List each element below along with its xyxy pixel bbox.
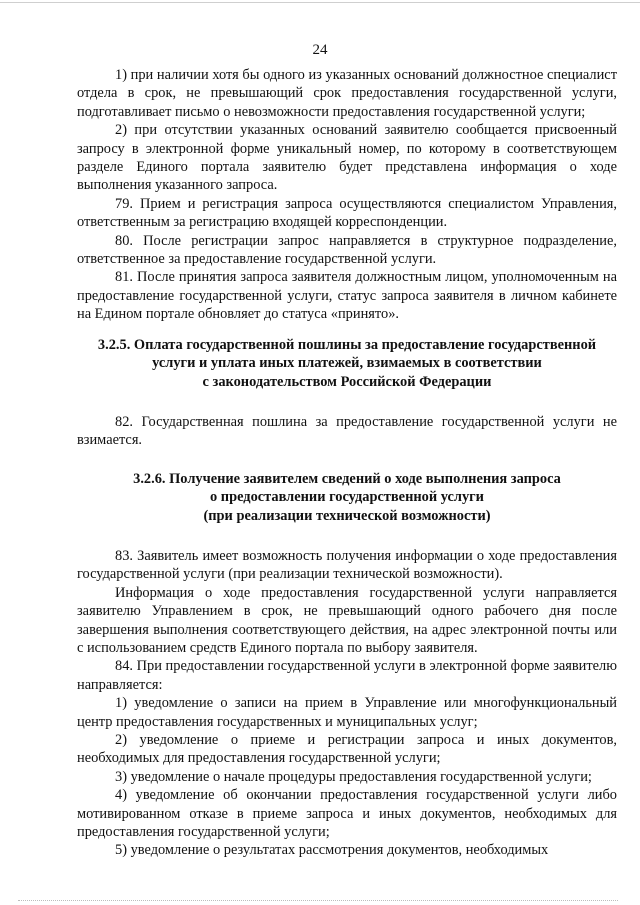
bottom-scan-edge (18, 900, 618, 902)
heading-line: 3.2.5. Оплата государственной пошлины за предоставление государственной (97, 336, 597, 353)
paragraph-84-item-4: 4) уведомление об окончании предоставления государственной услуги либо мотивированном отказе в приеме запроса и иных документов, необходимых для предоставления государственной услуги; (77, 787, 617, 841)
heading-line: о предоставлении государственной услуги (210, 489, 484, 506)
paragraph-info: Информация о ходе предоставления государственной услуги направляется заявителю Управлением в срок, не превышающий одного рабочего дня после завершения выполнения соответствующего действия, на адрес электронной почты или с использованием средств Единого портала по выбору заявителя. (77, 584, 617, 656)
paragraph-83: 83. Заявитель имеет возможность получения информации о ходе предоставления государственной услуги (при реализации технической возможности). (77, 547, 617, 583)
section-heading-3-2-6 (77, 470, 617, 525)
paragraph-84-item-1: 1) уведомление о записи на прием в Управление или многофункциональный центр предоставления государственных и муниципальных услуг; (77, 695, 617, 730)
section-heading-3-2-5 (77, 336, 617, 391)
paragraph-item-1: 1) при наличии хотя бы одного из указанных оснований должностное специалист отдела в срок, не превышающий срок предоставления государственной услуги, подготавливает письмо о невозможности предоставления государственной услуги; (77, 67, 617, 120)
paragraph-84: 84. При предоставлении государственной услуги в электронной форме заявителю направляется: (77, 658, 617, 693)
paragraph-item-2: 2) при отсутствии указанных оснований заявителю сообщается присвоенный запросу в электронной форме уникальный номер, по которому в соответствующем разделе Единого портала заявителю будет представлена информация о ходе выполнения указанного запроса. (77, 122, 617, 194)
paragraph-79: 79. Прием и регистрация запроса осуществляются специалистом Управления, ответственным за регистрацию входящей корреспонденции. (77, 195, 617, 231)
paragraph-84-item-5: 5) уведомление о результатах рассмотрения документов, необходимых (115, 842, 549, 859)
top-scan-edge (0, 2, 640, 3)
heading-line: услуги и уплата иных платежей, взимаемых в соответствии (152, 355, 542, 372)
paragraph-84-item-3: 3) уведомление о начале процедуры предоставления государственной услуги; (115, 768, 592, 785)
heading-line: (при реализации технической возможности) (203, 507, 491, 524)
paragraph-82: 82. Государственная пошлина за предоставление государственной услуги не взимается. (77, 413, 617, 449)
paragraph-84-item-2: 2) уведомление о приеме и регистрации запроса и иных документов, необходимых для предоставления государственной услуги; (77, 732, 617, 767)
paragraph-81: 81. После принятия запроса заявителя должностным лицом, уполномоченным на предоставление государственной услуги, статус запроса заявителя в личном кабинете на Едином портале обновляет до статуса «принято». (77, 269, 617, 323)
document-body (77, 66, 617, 860)
paragraph-80: 80. После регистрации запрос направляется в структурное подразделение, ответственное за предоставление государственной услуги. (77, 232, 617, 268)
heading-line: с законодательством Российской Федерации (202, 373, 492, 390)
heading-line: 3.2.6. Получение заявителем сведений о ходе выполнения запроса (133, 470, 561, 487)
page-number: 24 (312, 42, 328, 58)
